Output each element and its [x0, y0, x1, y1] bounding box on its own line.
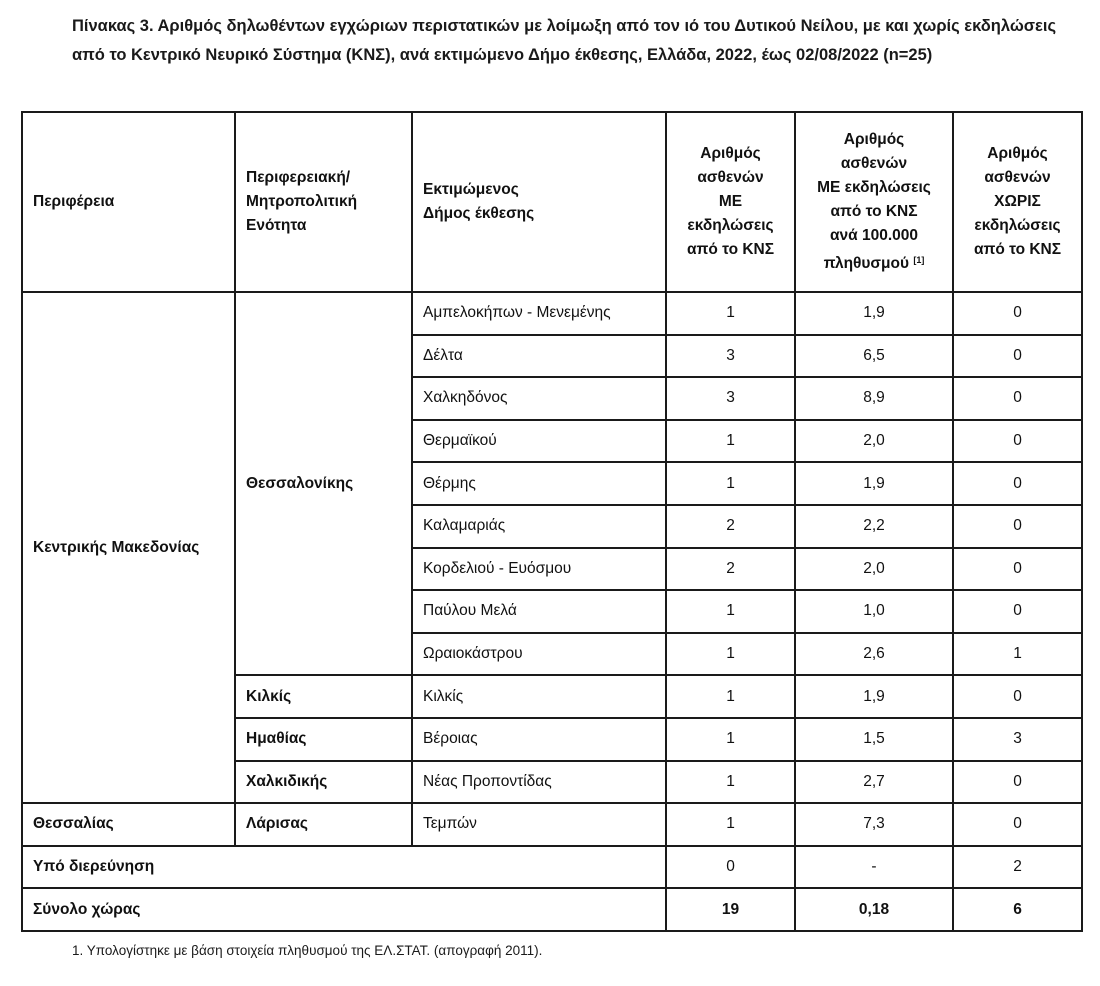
municipality-cell: Δέλτα — [412, 335, 666, 378]
without-cns-cell: 2 — [953, 846, 1082, 889]
without-cns-cell: 0 — [953, 590, 1082, 633]
header-row — [22, 112, 1082, 292]
without-cns-cell: 1 — [953, 633, 1082, 676]
header-region: Περιφέρεια — [22, 112, 235, 292]
without-cns-cell: 0 — [953, 420, 1082, 463]
rate-cell: 8,9 — [795, 377, 953, 420]
under-investigation-label: Υπό διερεύνηση — [22, 846, 666, 889]
region-cell: Θεσσαλίας — [22, 803, 235, 846]
total-rate: 0,18 — [795, 888, 953, 931]
rate-cell: 1,5 — [795, 718, 953, 761]
table-title: Πίνακας 3. Αριθμός δηλωθέντων εγχώριων περιστατικών με λοίμωξη από τον ιό του Δυτικού Νείλου, με και χωρίς εκδηλώσεις από το Κεντρικό Νευρικό Σύστημα (ΚΝΣ), ανά εκτιμώμενο Δήμο έκθεσης, Ελλάδα, 2022, έως 02/08/2022 (n=25) — [72, 17, 1057, 64]
with-cns-cell: 2 — [666, 505, 795, 548]
without-cns-cell: 0 — [953, 462, 1082, 505]
regional-unit-cell: Ημαθίας — [235, 718, 412, 761]
rate-cell: 2,7 — [795, 761, 953, 804]
header-rate-per-100000: Αριθμός ασθενών ΜΕ εκδηλώσεις από το ΚΝΣ ανά 100.000 πληθυσμού [1] — [795, 112, 953, 292]
under-investigation-row — [22, 846, 1082, 889]
total-label: Σύνολο χώρας — [22, 888, 666, 931]
cases-table — [21, 111, 1083, 932]
rate-cell: 1,9 — [795, 292, 953, 335]
footnote-ref: [1] — [913, 255, 925, 265]
total-without-cns: 6 — [953, 888, 1082, 931]
footnote: 1. Υπολογίστηκε με βάση στοιχεία πληθυσμού της ΕΛ.ΣΤΑΤ. (απογραφή 2011). — [72, 943, 543, 958]
with-cns-cell: 3 — [666, 377, 795, 420]
region-cell: Κεντρικής Μακεδονίας — [22, 292, 235, 803]
with-cns-cell: 2 — [666, 548, 795, 591]
without-cns-cell: 0 — [953, 675, 1082, 718]
municipality-cell: Νέας Προποντίδας — [412, 761, 666, 804]
header-with-cns: Αριθμός ασθενών ΜΕ εκδηλώσεις από το ΚΝΣ — [666, 112, 795, 292]
with-cns-cell: 1 — [666, 590, 795, 633]
with-cns-cell: 1 — [666, 803, 795, 846]
municipality-cell: Τεμπών — [412, 803, 666, 846]
with-cns-cell: 0 — [666, 846, 795, 889]
without-cns-cell: 0 — [953, 761, 1082, 804]
header-without-cns: Αριθμός ασθενών ΧΩΡΙΣ εκδηλώσεις από το ΚΝΣ — [953, 112, 1082, 292]
with-cns-cell: 1 — [666, 633, 795, 676]
rate-cell: 2,0 — [795, 548, 953, 591]
rate-cell: 2,0 — [795, 420, 953, 463]
regional-unit-cell: Χαλκιδικής — [235, 761, 412, 804]
municipality-cell: Βέροιας — [412, 718, 666, 761]
with-cns-cell: 1 — [666, 420, 795, 463]
table-row — [22, 292, 1082, 335]
rate-cell: - — [795, 846, 953, 889]
municipality-cell: Θερμαϊκού — [412, 420, 666, 463]
total-with-cns: 19 — [666, 888, 795, 931]
with-cns-cell: 1 — [666, 675, 795, 718]
regional-unit-cell: Θεσσαλονίκης — [235, 292, 412, 675]
with-cns-cell: 1 — [666, 292, 795, 335]
with-cns-cell: 3 — [666, 335, 795, 378]
municipality-cell: Παύλου Μελά — [412, 590, 666, 633]
municipality-cell: Χαλκηδόνος — [412, 377, 666, 420]
without-cns-cell: 0 — [953, 377, 1082, 420]
without-cns-cell: 0 — [953, 505, 1082, 548]
total-row — [22, 888, 1082, 931]
municipality-cell: Κορδελιού - Ευόσμου — [412, 548, 666, 591]
with-cns-cell: 1 — [666, 718, 795, 761]
with-cns-cell: 1 — [666, 761, 795, 804]
header-municipality: Εκτιμώμενος Δήμος έκθεσης — [412, 112, 666, 292]
without-cns-cell: 0 — [953, 803, 1082, 846]
municipality-cell: Καλαμαριάς — [412, 505, 666, 548]
header-regional-unit: Περιφερειακή/ Μητροπολιτική Ενότητα — [235, 112, 412, 292]
rate-cell: 1,0 — [795, 590, 953, 633]
without-cns-cell: 3 — [953, 718, 1082, 761]
municipality-cell: Ωραιοκάστρου — [412, 633, 666, 676]
rate-cell: 1,9 — [795, 462, 953, 505]
municipality-cell: Αμπελοκήπων - Μενεμένης — [412, 292, 666, 335]
table-row — [22, 803, 1082, 846]
municipality-cell: Κιλκίς — [412, 675, 666, 718]
rate-cell: 6,5 — [795, 335, 953, 378]
without-cns-cell: 0 — [953, 335, 1082, 378]
municipality-cell: Θέρμης — [412, 462, 666, 505]
regional-unit-cell: Λάρισας — [235, 803, 412, 846]
rate-cell: 1,9 — [795, 675, 953, 718]
rate-cell: 2,6 — [795, 633, 953, 676]
regional-unit-cell: Κιλκίς — [235, 675, 412, 718]
rate-cell: 7,3 — [795, 803, 953, 846]
rate-cell: 2,2 — [795, 505, 953, 548]
without-cns-cell: 0 — [953, 292, 1082, 335]
without-cns-cell: 0 — [953, 548, 1082, 591]
with-cns-cell: 1 — [666, 462, 795, 505]
